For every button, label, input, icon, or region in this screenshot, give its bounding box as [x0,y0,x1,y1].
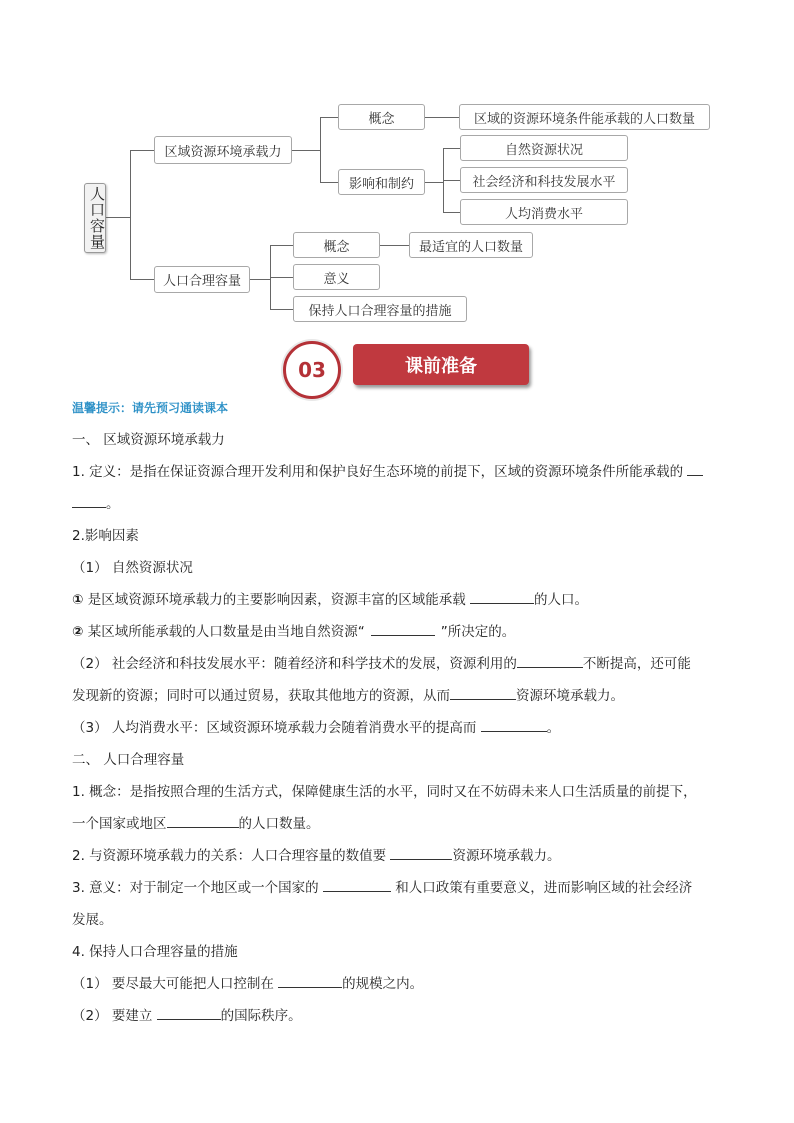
answer-blank[interactable] [390,845,452,860]
mindmap-node-factor: 人均消费水平 [460,199,628,225]
definition-line: 1. 概念：是指按照合理的生活方式，保障健康生活的水平，同时又在不妨碍未来人口生活质量的前提下， [72,784,697,800]
answer-blank[interactable] [517,653,583,668]
mindmap-root [84,183,106,253]
answer-blank[interactable] [470,589,534,604]
connector [130,279,154,280]
answer-blank[interactable] [371,621,435,636]
mindmap-node-factor: 自然资源状况 [460,135,628,161]
connector [425,117,459,118]
list-item: ② 某区域所能承载的人口数量是由当地自然资源“ ”所决定的。 [72,616,732,648]
list-item: 3. 意义：对于制定一个地区或一个国家的 和人口政策有重要意义，进而影响区域的社会经济 [72,872,732,904]
connector [320,182,338,183]
answer-blank[interactable] [167,813,239,828]
subheading: 2.影响因素 [72,528,139,544]
definition-line-cont: 。 [72,488,732,520]
connector [320,117,338,118]
connector [270,245,293,246]
section-heading: 一、 区域资源环境承载力 [72,432,225,448]
mindmap-node-meaning: 意义 [293,264,380,290]
list-item-cont: 发现新的资源；同时可以通过贸易，获取其他地方的资源，从而 资源环境承载力。 [72,680,732,712]
list-item: ① 是区域资源环境承载力的主要影响因素，资源丰富的区域能承载 的人口。 [72,584,732,616]
mindmap-node-factor: 社会经济和科技发展水平 [460,167,628,193]
connector [425,182,443,183]
mindmap-node-concept-definition: 最适宜的人口数量 [409,232,533,258]
connector [380,245,409,246]
section-banner [353,344,529,385]
mindmap-node-factors: 影响和制约 [338,169,425,195]
connector [130,150,131,280]
banner-number-badge: 03 [283,341,341,399]
connector [443,148,460,149]
connector [443,180,460,181]
mindmap-node-measures: 保持人口合理容量的措施 [293,296,467,322]
connector [270,277,293,278]
answer-blank[interactable] [157,1005,221,1020]
definition-line-cont: 一个国家或地区 的人口数量。 [72,808,732,840]
answer-blank[interactable] [481,717,547,732]
mindmap-root-label: 人口容量 [88,186,106,250]
connector [106,217,130,218]
answer-blank[interactable] [450,685,516,700]
answer-blank[interactable] [278,973,342,988]
mindmap-node-optimal-population: 人口合理容量 [154,266,250,293]
answer-blank[interactable] [687,461,703,476]
worksheet-body [72,424,732,1032]
list-item: （2） 社会经济和科技发展水平：随着经济和科学技术的发展，资源利用的 不断提高，还可能 [72,648,732,680]
definition-line: 1. 定义：是指在保证资源合理开发利用和保护良好生态环境的前提下，区域的资源环境条件所能承载的 [72,456,732,488]
list-item: （3） 人均消费水平：区域资源环境承载力会随着消费水平的提高而 。 [72,712,732,744]
connector [270,309,293,310]
mindmap-node-concept: 概念 [338,104,425,130]
answer-blank[interactable] [323,877,391,892]
banner-title: 课前准备 [405,355,477,377]
answer-blank[interactable] [72,493,106,508]
mindmap-node-concept-definition: 区域的资源环境条件能承载的人口数量 [459,104,710,130]
mindmap-node-concept: 概念 [293,232,380,258]
list-item: （1） 要尽最大可能把人口控制在 的规模之内。 [72,968,732,1000]
list-item-cont: 发展。 [72,912,113,928]
subheading: 4. 保持人口合理容量的措施 [72,944,238,960]
connector [130,150,154,151]
mindmap-node-carrying-capacity: 区域资源环境承载力 [154,136,292,164]
list-item: （2） 要建立 的国际秩序。 [72,1000,732,1032]
connector [250,279,270,280]
list-item: 2. 与资源环境承载力的关系：人口合理容量的数值要 资源环境承载力。 [72,840,732,872]
connector [320,117,321,183]
connector [292,150,320,151]
reading-tip: 温馨提示：请先预习通读课本 [72,401,229,415]
section-heading: 二、 人口合理容量 [72,752,185,768]
connector [443,212,460,213]
subheading: （1） 自然资源状况 [72,560,193,576]
